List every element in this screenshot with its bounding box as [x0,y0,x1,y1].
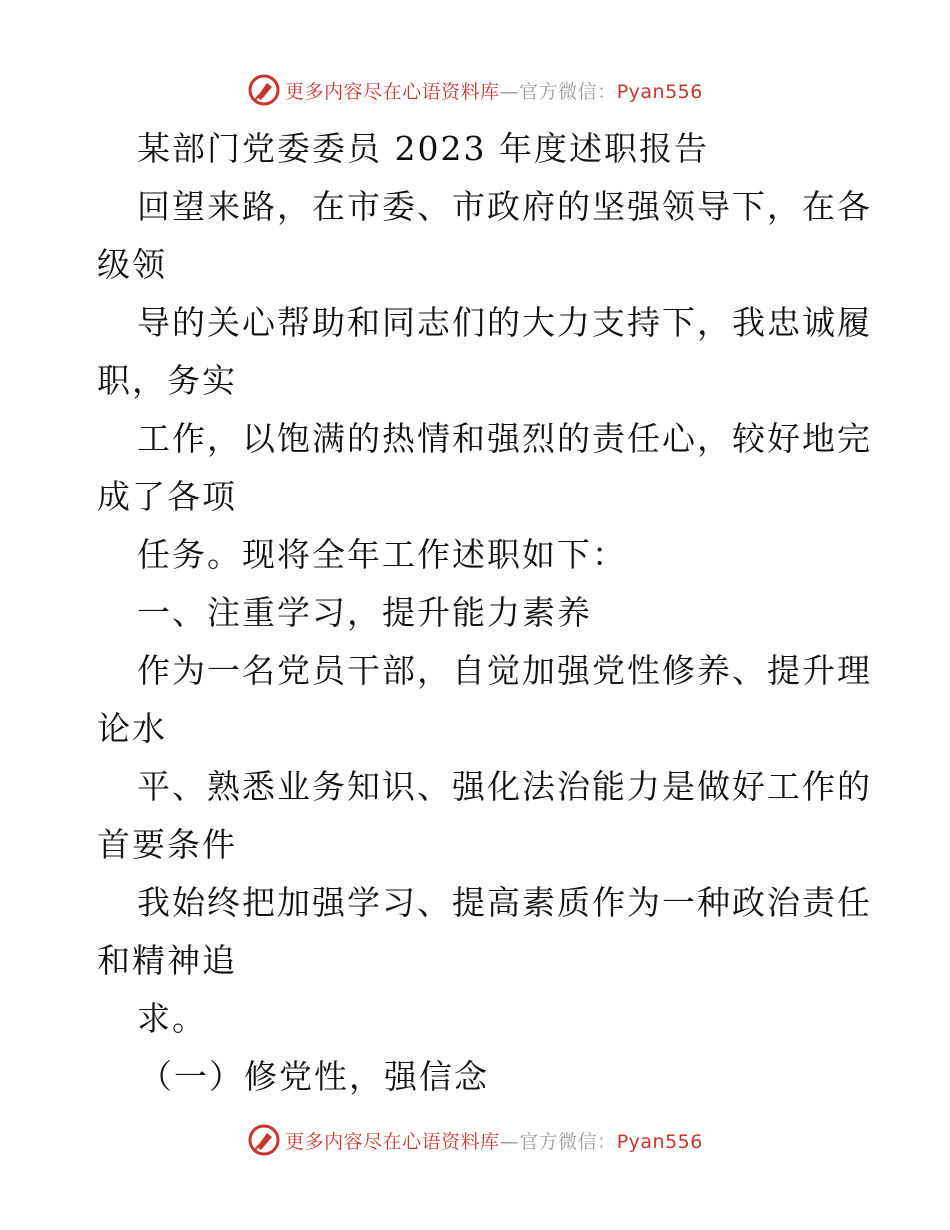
subsection-heading: （一）修党性，强信念 [139,1057,489,1096]
watermark-wechat-label: 官方微信： [519,80,617,103]
footer-watermark [0,1120,950,1160]
paragraph-line: 导的关心帮助和同志们的大力支持下，我忠诚履 [137,303,872,342]
paragraph-line: 回望来路，在市委、市政府的坚强领导下，在各 [137,187,872,226]
watermark-wechat-id: Pyan556 [616,1130,703,1153]
document-body [97,120,872,1106]
paragraph-line: 求。 [137,999,207,1038]
paragraph-line: 成了各项 [97,477,237,516]
watermark-separator: — [499,80,520,103]
paragraph-line: 我始终把加强学习、提高素质作为一种政治责任 [137,883,872,922]
watermark-brand: 更多内容尽在心语资料库 [285,80,500,103]
paragraph-line: 论水 [97,709,167,748]
paragraph-line: 任务。现将全年工作述职如下： [137,535,627,574]
watermark-wechat-label: 官方微信： [519,1130,617,1153]
document-title: 某部门党委委员 2023 年度述职报告 [137,129,709,168]
pen-nib-logo-icon [247,73,281,107]
watermark-wechat-id: Pyan556 [616,80,703,103]
paragraph-line: 作为一名党员干部，自觉加强党性修养、提升理 [137,651,872,690]
paragraph-line: 工作，以饱满的热情和强烈的责任心，较好地完 [137,419,872,458]
watermark-brand: 更多内容尽在心语资料库 [285,1130,500,1153]
paragraph-line: 职，务实 [97,361,237,400]
paragraph-line: 平、熟悉业务知识、强化法治能力是做好工作的 [137,767,872,806]
pen-nib-logo-icon [247,1123,281,1157]
watermark-separator: — [499,1130,520,1153]
header-watermark [0,70,950,110]
paragraph-line: 级领 [97,245,167,284]
watermark-text [285,1127,703,1154]
paragraph-line: 和精神追 [97,941,237,980]
watermark-text [285,77,703,104]
section-heading: 一、注重学习，提升能力素养 [137,593,592,632]
paragraph-line: 首要条件 [97,825,237,864]
